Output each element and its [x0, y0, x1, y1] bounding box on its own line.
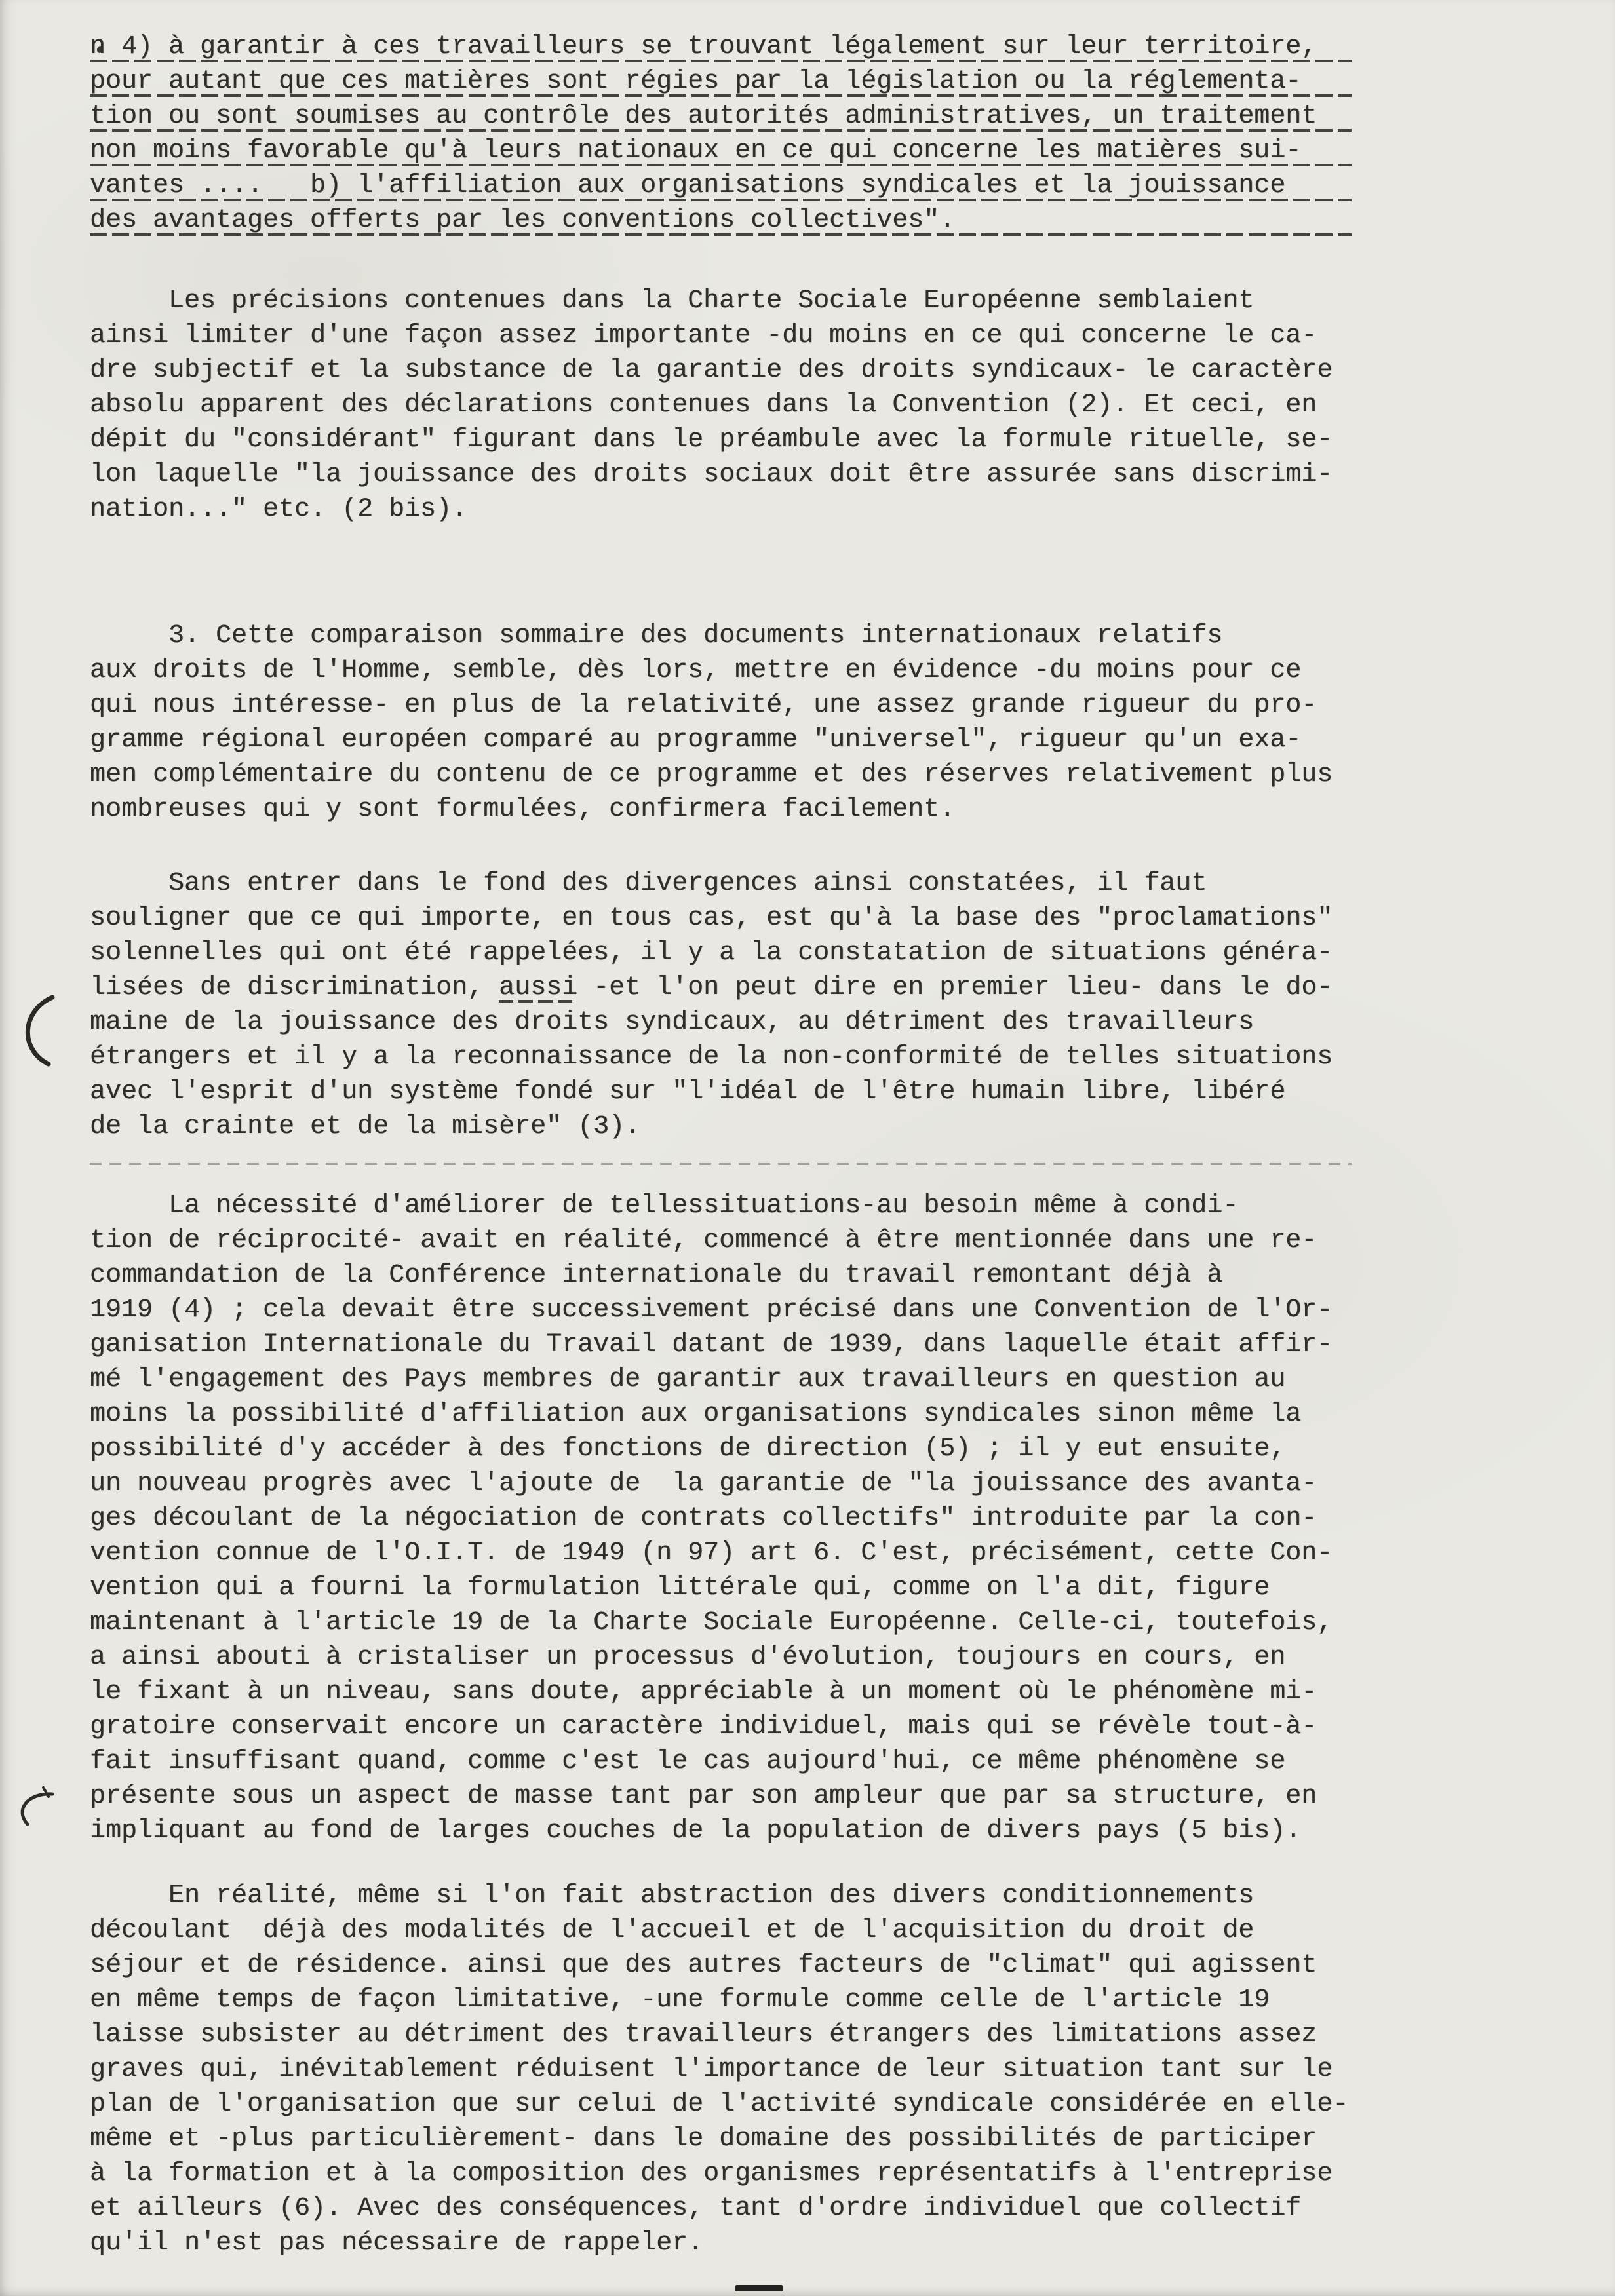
text-line: maintenant à l'article 19 de la Charte Sociale Européenne. Celle-ci, toutefois,	[90, 1608, 1333, 1637]
text-line: 1919 (4) ; cela devait être successivement précisé dans une Convention de l'Or-	[90, 1295, 1333, 1325]
text-line: même et -plus particulièrement- dans le domaine des possibilités de participer	[90, 2124, 1317, 2154]
text-line: graves qui, inévitablement réduisent l'importance de leur situation tant sur le	[90, 2055, 1333, 2084]
paragraph-divergences	[90, 866, 1545, 1144]
text-line: men complémentaire du contenu de ce programme et des réserves relativement plus	[90, 760, 1333, 790]
text-line: plan de l'organisation que sur celui de l'activité syndicale considérée en elle-	[90, 2090, 1349, 2119]
text-line: commandation de la Conférence internationale du travail remontant déjà à	[90, 1261, 1223, 1290]
text-line: n 4) à garantir à ces travailleurs se trouvant légalement sur leur territoire,	[90, 29, 1352, 64]
text-line: laisse subsister au détriment des travailleurs étrangers des limitations assez	[90, 2020, 1317, 2050]
text-line: souligner que ce qui importe, en tous cas, est qu'à la base des "proclamations"	[90, 904, 1333, 933]
text-line: gramme régional européen comparé au programme "universel", rigueur qu'un exa-	[90, 725, 1302, 755]
text-line: dre subjectif et la substance de la garantie des droits syndicaux- le caractère	[90, 356, 1333, 385]
text-line: pour autant que ces matières sont régies par la législation ou la réglementa-	[90, 64, 1352, 99]
text-line: qui nous intéresse- en plus de la relativité, une assez grande rigueur du pro-	[90, 691, 1317, 720]
text-line: vention connue de l'O.I.T. de 1949 (n 97) art 6. C'est, précisément, cette Con-	[90, 1539, 1333, 1568]
quoted-treaty-provision	[90, 29, 1352, 238]
text-line: lon laquelle "la jouissance des droits sociaux doit être assurée sans discrimi-	[90, 460, 1333, 489]
text-line: vantes .... b) l'affiliation aux organisations syndicales et la jouissance	[90, 168, 1352, 203]
text-line: Sans entrer dans le fond des divergences ainsi constatées, il faut	[90, 869, 1207, 898]
underlined-word: aussi	[499, 973, 578, 1003]
text-line: vention qui a fourni la formulation littérale qui, comme on l'a dit, figure	[90, 1573, 1270, 1603]
text-line: moins la possibilité d'affiliation aux organisations syndicales sinon même la	[90, 1400, 1302, 1429]
text-line: des avantages offerts par les conventions collectives".	[90, 203, 1352, 238]
text-line: présente sous un aspect de masse tant par son ampleur que par sa structure, en	[90, 1782, 1317, 1811]
text-line: de la crainte et de la misère" (3).	[90, 1112, 641, 1141]
text-line: absolu apparent des déclarations contenues dans la Convention (2). Et ceci, en	[90, 391, 1317, 420]
text-line: a ainsi abouti à cristaliser un processus d'évolution, toujours en cours, en	[90, 1643, 1286, 1672]
text-line: 3. Cette comparaison sommaire des documents internationaux relatifs	[90, 621, 1223, 651]
text-line: lisées de discrimination, aussi -et l'on peut dire en premier lieu- dans le do-	[90, 973, 1333, 1003]
handwritten-paren-mark-upper	[10, 991, 69, 1076]
text-line: nombreuses qui y sont formulées, confirmera facilement.	[90, 795, 956, 824]
text-line: aux droits de l'Homme, semble, dès lors, mettre en évidence -du moins pour ce	[90, 656, 1302, 685]
text-line: séjour et de résidence. ainsi que des autres facteurs de "climat" qui agissent	[90, 1951, 1317, 1980]
text-line: nation..." etc. (2 bis).	[90, 495, 468, 524]
paragraph-3-comparaison	[90, 619, 1545, 827]
text-line: découlant déjà des modalités de l'accueil et de l'acquisition du droit de	[90, 1916, 1255, 1945]
text-line: impliquant au fond de larges couches de la population de divers pays (5 bis).	[90, 1816, 1302, 1846]
text-line: et ailleurs (6). Avec des conséquences, tant d'ordre individuel que collectif	[90, 2194, 1302, 2223]
text-line: solennelles qui ont été rappelées, il y a la constatation de situations généra-	[90, 938, 1333, 968]
text-line: non moins favorable qu'à leurs nationaux en ce qui concerne les matières sui-	[90, 134, 1352, 168]
text-line: maine de la jouissance des droits syndicaux, au détriment des travailleurs	[90, 1008, 1255, 1037]
handwritten-paren-mark-lower	[5, 1782, 64, 1841]
text-line: un nouveau progrès avec l'ajoute de la garantie de "la jouissance des avanta-	[90, 1469, 1317, 1499]
text-line: En réalité, même si l'on fait abstraction des divers conditionnements	[90, 1881, 1255, 1911]
dashed-separator-rule	[90, 1162, 1352, 1165]
text-line: ainsi limiter d'une façon assez importante -du moins en ce qui concerne le ca-	[90, 321, 1317, 351]
text-line: qu'il n'est pas nécessaire de rappeler.	[90, 2229, 704, 2258]
document-body	[90, 29, 1545, 2261]
paragraph-en-realite	[90, 1879, 1545, 2261]
text-line: fait insuffisant quand, comme c'est le cas aujourd'hui, ce même phénomène se	[90, 1747, 1286, 1776]
paragraph-necessite-ameliorer	[90, 1189, 1545, 1848]
text-line: ganisation Internationale du Travail datant de 1939, dans laquelle était affir-	[90, 1330, 1333, 1360]
text-line: avec l'esprit d'un système fondé sur "l'idéal de l'être humain libre, libéré	[90, 1077, 1286, 1107]
text-line: mé l'engagement des Pays membres de garantir aux travailleurs en question au	[90, 1365, 1286, 1394]
text-line: gratoire conservait encore un caractère individuel, mais qui se révèle tout-à-	[90, 1712, 1317, 1742]
scan-edge-mark	[735, 2285, 783, 2291]
text-line: à la formation et à la composition des organismes représentatifs à l'entreprise	[90, 2159, 1333, 2189]
text-line: ges découlant de la négociation de contrats collectifs" introduite par la con-	[90, 1504, 1317, 1533]
text-line: Les précisions contenues dans la Charte Sociale Européenne semblaient	[90, 286, 1255, 316]
text-line: tion ou sont soumises au contrôle des autorités administratives, un traitement	[90, 99, 1352, 134]
text-line: tion de réciprocité- avait en réalité, commencé à être mentionnée dans une re-	[90, 1226, 1317, 1255]
text-line: dépit du "considérant" figurant dans le préambule avec la formule rituelle, se-	[90, 425, 1333, 455]
paragraph-precisions-charte	[90, 284, 1545, 527]
text-line: La nécessité d'améliorer de tellessituations-au besoin même à condi-	[90, 1191, 1239, 1221]
text-line: étrangers et il y a la reconnaissance de la non-conformité de telles situations	[90, 1043, 1333, 1072]
text-line: le fixant à un niveau, sans doute, appréciable à un moment où le phénomène mi-	[90, 1677, 1317, 1707]
text-line: en même temps de façon limitative, -une formule comme celle de l'article 19	[90, 1985, 1270, 2015]
text-line: possibilité d'y accéder à des fonctions de direction (5) ; il y eut ensuite,	[90, 1434, 1286, 1464]
